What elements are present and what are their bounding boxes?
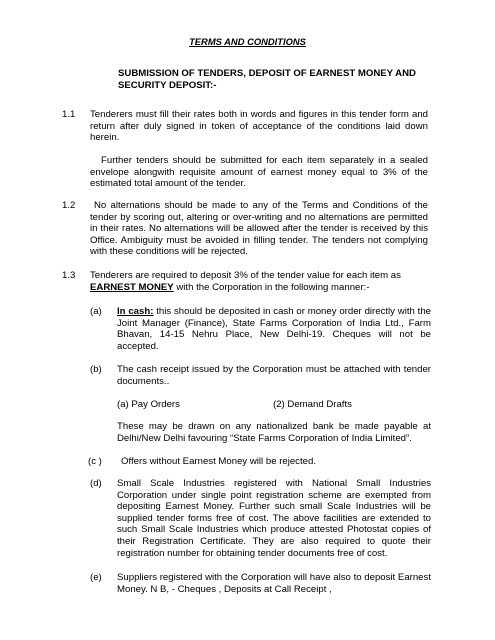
item-label-c: (c ): [88, 456, 102, 467]
payment-option-pay-orders: (a) Pay Orders: [117, 399, 180, 410]
item-a-text: [117, 306, 431, 352]
clause-1-2-paragraph: No alternations should be made to any of the Terms and Conditions of the tender by scoring out, altering or over-writing and no alternations are permitted in their rates. No alternations will be allowed after the tender is received by this Office. Ambiguity must be avoided in filling tender. The tenders not complying with these conditions will be rejected.: [90, 200, 428, 258]
item-label-d: (d): [90, 478, 102, 489]
section-heading: SUBMISSION OF TENDERS, DEPOSIT OF EARNEST MONEY AND SECURITY DEPOSIT:-: [118, 68, 416, 91]
item-b-text: The cash receipt issued by the Corporation must be attached with tender documents..: [117, 364, 431, 387]
item-d-text: Small Scale Industries registered with National Small Industries Corporation under single point registration scheme are exempted from depositing Earnest Money. Further such small Scale Industries will be supplied tender forms free of cost. The above facilities are extended to such Small Scale Industries which produce attested Photostat copies of their Registration Certificate. They are also required to quote their registration number for obtaining tender documents free of cost.: [117, 478, 431, 559]
clause-1-3-paragraph: [90, 270, 430, 293]
item-e-text: Suppliers registered with the Corporation will have also to deposit Earnest Money. N B, - Cheques , Deposits at Call Receipt ,: [117, 572, 431, 595]
item-b-note: These may be drawn on any nationalized bank be made payable at Delhi/New Delhi favouring “State Farms Corporation of India Limited”.: [117, 421, 431, 444]
in-cash-term: In cash:: [117, 306, 154, 317]
payment-option-demand-drafts: (2) Demand Drafts: [273, 399, 352, 410]
item-a-body: this should be deposited in cash or money order directly with the Joint Manager (Finance), State Farms Corporation of India Ltd., Farm Bhavan, 14-15 Nehru Place, New Delhi-19. Cheques will not be accepted.: [117, 306, 431, 352]
clause-1-1-paragraph-1: Tenderers must fill their rates both in words and figures in this tender form and return after duly signed in token of acceptance of the conditions laid down herein.: [90, 109, 428, 144]
page-title: TERMS AND CONDITIONS: [189, 36, 306, 47]
clause-1-3-text-a: Tenderers are required to deposit 3% of the tender value for each item as: [90, 270, 401, 281]
item-label-b: (b): [90, 364, 102, 375]
clause-1-1-paragraph-2: Further tenders should be submitted for each item separately in a sealed envelope alongwith requisite amount of earnest money equal to 3% of the estimated total amount of the tender.: [90, 155, 428, 190]
clause-number-1-1: 1.1: [62, 109, 76, 120]
item-c-text: Offers without Earnest Money will be rejected.: [121, 456, 316, 467]
clause-number-1-3: 1.3: [62, 270, 76, 281]
clause-number-1-2: 1.2: [62, 200, 76, 211]
item-label-e: (e): [90, 572, 102, 583]
item-label-a: (a): [90, 306, 102, 317]
clause-1-3-text-c: with the Corporation in the following manner:-: [176, 281, 370, 293]
earnest-money-term: EARNEST MONEY: [90, 281, 174, 293]
